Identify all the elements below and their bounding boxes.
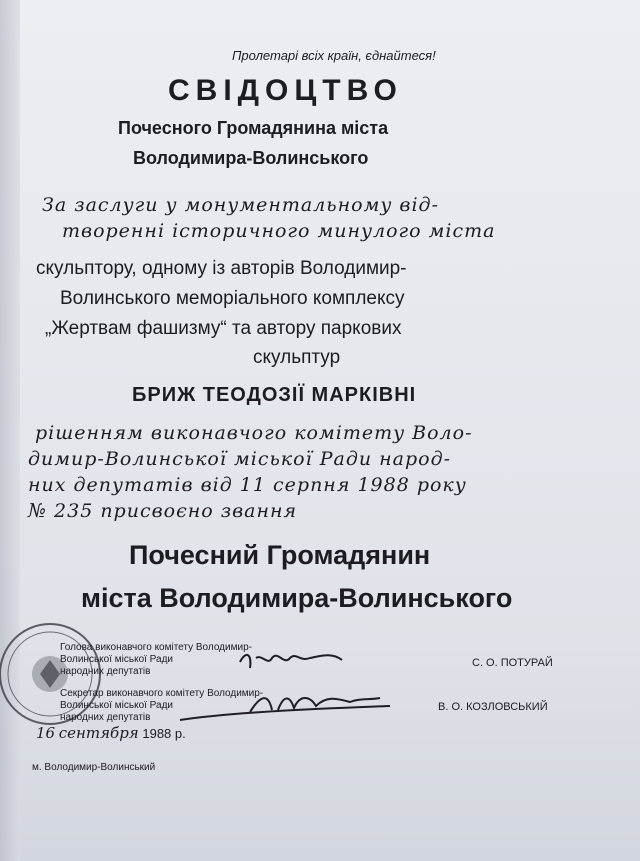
decision-line-1: рішенням виконавчого комітету Воло-: [35, 422, 473, 444]
certificate-title: СВІДОЦТВО: [168, 74, 403, 107]
merit-line-1: За заслуги у монументальному від-: [42, 194, 439, 216]
issue-date: [36, 724, 186, 742]
date-year: 1988 р.: [142, 726, 186, 741]
handwritten-signatures: [160, 640, 400, 730]
merit-line-2: творенні історичного минулого міста: [62, 220, 496, 242]
decision-line-4: № 235 присвоєно звання: [28, 500, 298, 522]
issue-city: м. Володимир-Волинський: [32, 762, 156, 773]
honor-title-line-2: міста Володимира-Волинського: [81, 583, 513, 613]
motto: Пролетарі всіх країн, єднайтеся!: [232, 48, 436, 63]
sign-block-1-line-1: Голова виконавчого комітету Володимир-: [60, 642, 252, 653]
honor-title-line-1: Почесний Громадянин: [129, 540, 431, 570]
sign-block-2-line-1: Секретар виконавчого комітету Володимир-: [60, 688, 264, 699]
signatory-1: С. О. ПОТУРАЙ: [472, 657, 553, 669]
body-line-1: скульптору, одному із авторів Володимир-: [36, 258, 407, 279]
recipient-name: БРИЖ ТЕОДОЗІЇ МАРКІВНІ: [132, 384, 417, 406]
signatory-2: В. О. КОЗЛОВСЬКИЙ: [438, 701, 548, 713]
sign-block-2-line-3: народних депутатів: [60, 712, 151, 723]
sign-block-2-line-2: Волинської міської Ради: [60, 700, 174, 711]
decision-line-3: них депутатів від 11 серпня 1988 року: [28, 474, 467, 496]
body-line-3: „Жертвам фашизму“ та автору паркових: [45, 318, 402, 339]
subtitle-line-1: Почесного Громадянина міста: [118, 118, 389, 138]
body-line-2: Волинського меморіального комплексу: [60, 288, 405, 309]
sign-block-1-line-2: Волинської міської Ради: [60, 654, 174, 665]
date-day: 16: [36, 724, 56, 742]
body-line-4: скульптур: [253, 347, 341, 368]
date-month: сентября: [58, 724, 139, 742]
sign-block-1-line-3: народних депутатів: [60, 666, 151, 677]
subtitle-line-2: Володимира-Волинського: [133, 148, 369, 168]
decision-line-2: димир-Волинської міської Ради народ-: [28, 448, 452, 470]
